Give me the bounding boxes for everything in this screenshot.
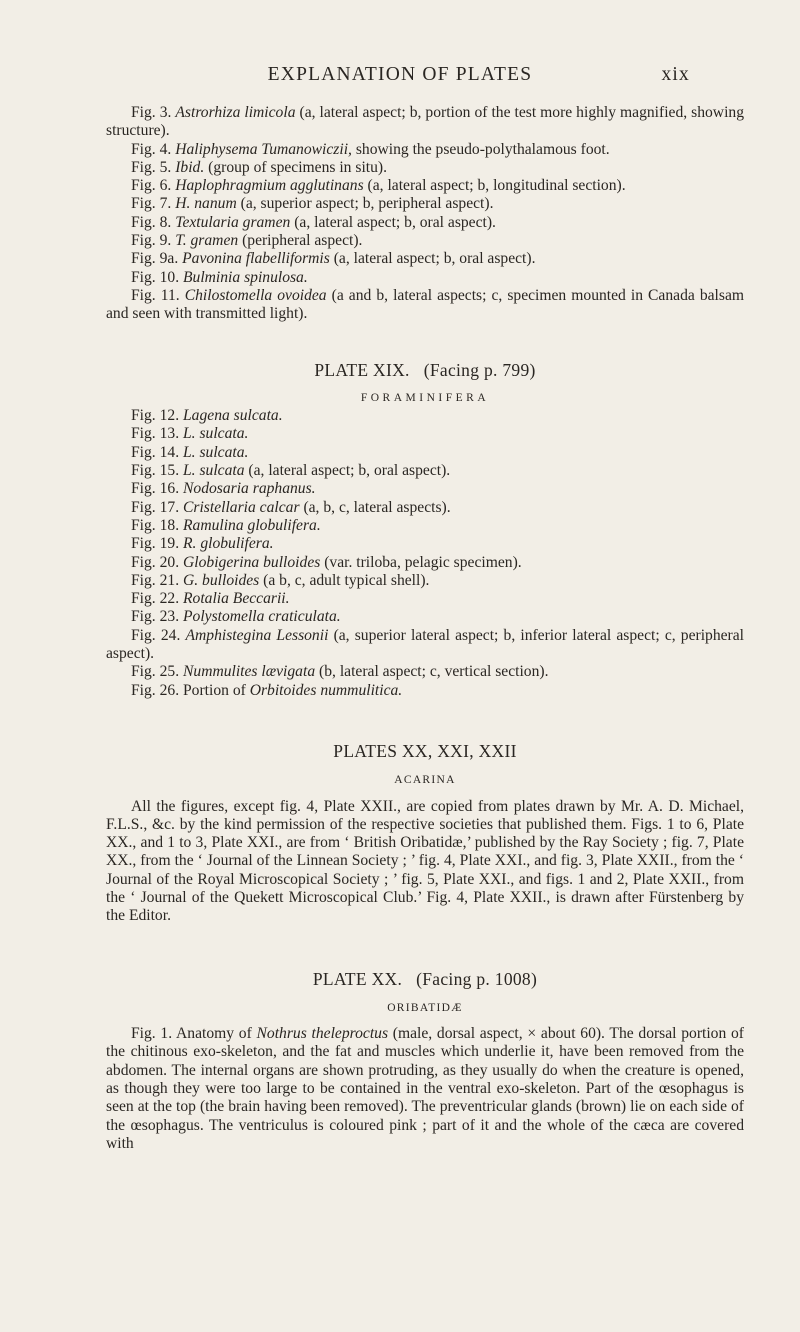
plate-subheading: FORAMINIFERA — [360, 391, 490, 404]
figure-entry: Fig. 22. Rotalia Beccarii. — [131, 590, 290, 608]
figure-entry: Fig. 19. R. globulifera. — [131, 535, 274, 553]
figure-entry: Fig. 8. Textularia gramen (a, lateral aspect; b, oral aspect). — [131, 213, 496, 231]
figure-entry: Fig. 16. Nodosaria raphanus. — [131, 480, 316, 498]
running-head-title: EXPLANATION OF PLATES — [267, 64, 533, 85]
oribatidae-paragraph: Fig. 1. Anatomy of Nothrus theleproctus (male, dorsal aspect, × about 60). The dorsal portion of the chitinous exo-skeleton, and the fat and muscles which underlie it, have been removed from the abdomen. The internal organs are shown protruding, as they usually do when the creature is opened, as though they were too large to be contained in the ventral exo-skeleton. Part of the œsophagus is seen at the top (the brain having been removed). The preventricular glands (brown) lie on each side of the œsophagus. The ventriculus is coloured pink ; part of it and the whole of the cæca are covered with — [106, 1025, 745, 1152]
figure-entry: Fig. 3. Astrorhiza limicola (a, lateral aspect; b, portion of the test more highly magnified, showing structure). — [106, 104, 744, 140]
figure-entry: Fig. 4. Haliphysema Tumanowiczii, showing the pseudo-polythalamous foot. — [131, 140, 610, 158]
figure-entry: Fig. 21. G. bulloides (a b, c, adult typical shell). — [131, 571, 430, 589]
figure-entry: Fig. 18. Ramulina globulifera. — [131, 516, 321, 534]
figure-entry: Fig. 9a. Pavonina flabelliformis (a, lateral aspect; b, oral aspect). — [131, 250, 536, 268]
figure-list-plate-19 — [106, 407, 744, 700]
figure-entry: Fig. 23. Polystomella craticulata. — [131, 608, 341, 626]
figure-entry: Fig. 26. Portion of Orbitoides nummulitica. — [131, 681, 403, 699]
figure-entry: Fig. 20. Globigerina bulloides (var. triloba, pelagic specimen). — [131, 553, 522, 571]
running-head — [0, 64, 800, 86]
figure-entry: Fig. 13. L. sulcata. — [131, 425, 249, 443]
figure-entry: Fig. 15. L. sulcata (a, lateral aspect; b, oral aspect). — [131, 462, 451, 480]
figure-entry: Fig. 12. Lagena sulcata. — [131, 407, 283, 425]
page-body — [106, 104, 744, 1153]
figure-entry: Fig. 9. T. gramen (peripheral aspect). — [131, 232, 363, 250]
figure-entry: Fig. 24. Amphistegina Lessonii (a, superior lateral aspect; b, inferior lateral aspect; c, peripheral aspect). — [106, 626, 744, 663]
figure-entry: Fig. 25. Nummulites lævigata (b, lateral aspect; c, vertical section). — [131, 663, 549, 681]
figure-entry: Fig. 6. Haplophragmium agglutinans (a, lateral aspect; b, longitudinal section). — [131, 177, 626, 195]
figure-entry: Fig. 11. Chilostomella ovoidea (a and b, lateral aspects; c, specimen mounted in Canada balsam and seen with transmitted light). — [106, 286, 745, 323]
plate-heading: PLATE XIX. (Facing p. 799) — [314, 359, 536, 380]
acarina-paragraph: All the figures, except fig. 4, Plate XXII., are copied from plates drawn by Mr. A. D. Michael, F.L.S., &c. by the kind permission of the respective societies that published them. Figs. 1 to 6, Plate XX., and 1 to 3, Plate XXI., are from ‘ British Oribatidæ,’ published by the Ray Society ; fig. 7, Plate XX., from the ‘ Journal of the Linnean Society ; ’ fig. 4, Plate XXI., and fig. 3, Plate XXII., from the ‘ Journal of the Royal Microscopical Society ; ’ fig. 5, Plate XXI., and figs. 1 and 2, Plate XXII., from the ‘ Journal of the Quekett Microscopical Club.’ Fig. 4, Plate XXII., is drawn after Fürstenberg by the Editor. — [106, 797, 744, 925]
figure-list-plate-18 — [106, 104, 744, 324]
plate-heading: PLATE XX. (Facing p. 1008) — [312, 968, 538, 989]
figure-entry: Fig. 17. Cristellaria calcar (a, b, c, lateral aspects). — [131, 498, 451, 516]
page-number: xix — [661, 64, 690, 85]
figure-entry: Fig. 10. Bulminia spinulosa. — [131, 268, 308, 286]
plates-heading: PLATES XX, XXI, XXII — [333, 740, 517, 761]
figure-entry: Fig. 5. Ibid. (group of specimens in situ). — [131, 158, 388, 176]
figure-entry: Fig. 14. L. sulcata. — [131, 443, 249, 461]
plate-subheading: ORIBATIDÆ — [387, 1001, 463, 1014]
plates-subheading: ACARINA — [394, 774, 456, 787]
figure-entry: Fig. 7. H. nanum (a, superior aspect; b, peripheral aspect). — [131, 195, 494, 213]
